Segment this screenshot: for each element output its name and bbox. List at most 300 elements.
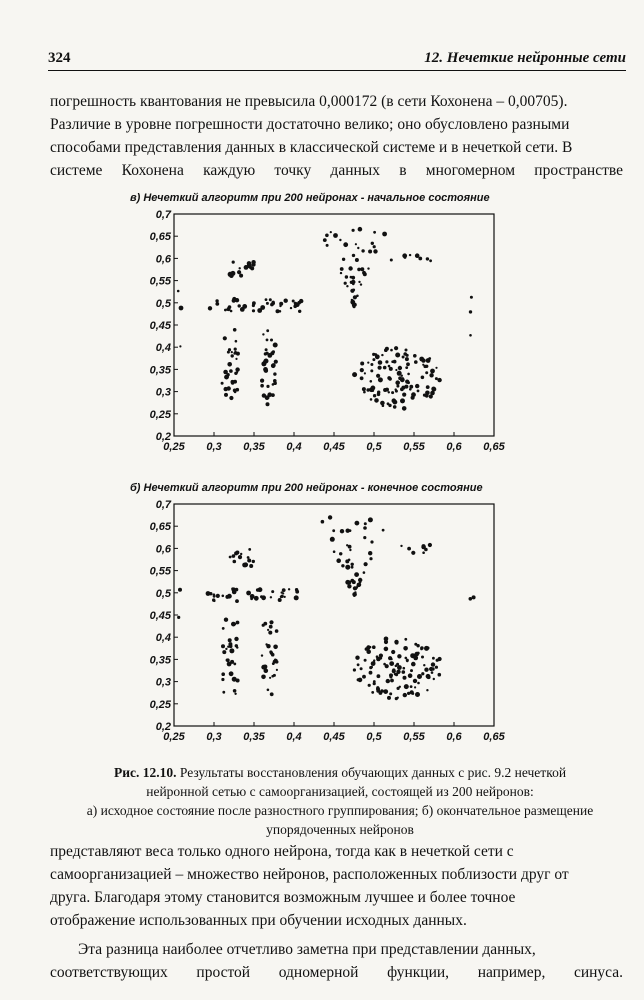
data-point xyxy=(284,299,288,303)
data-point xyxy=(415,692,420,697)
data-point xyxy=(417,652,420,655)
data-point xyxy=(270,692,274,696)
data-point xyxy=(413,656,418,661)
data-point xyxy=(397,665,402,670)
data-point xyxy=(276,309,280,313)
data-point xyxy=(395,641,399,645)
data-point xyxy=(242,563,247,568)
data-point xyxy=(405,366,408,369)
data-point xyxy=(254,596,259,601)
data-point xyxy=(212,598,215,601)
data-point xyxy=(351,566,354,569)
chapter-title: 12. Нечеткие нейронные сети xyxy=(424,50,626,66)
data-point xyxy=(392,669,396,673)
data-point xyxy=(270,596,272,598)
data-point xyxy=(232,261,235,264)
data-point xyxy=(273,645,278,650)
data-point xyxy=(411,551,415,555)
data-point xyxy=(390,679,394,683)
data-point xyxy=(178,588,182,592)
data-point xyxy=(235,358,237,360)
text-line: способами представления данных в классической системе и в нечеткой сети. В xyxy=(50,139,573,156)
x-tick-label: 0,6 xyxy=(446,731,462,743)
data-point xyxy=(355,243,357,245)
data-point xyxy=(343,242,348,247)
data-point xyxy=(376,655,379,658)
data-point xyxy=(373,231,376,234)
data-point xyxy=(392,398,397,403)
data-point xyxy=(431,667,435,671)
data-point xyxy=(417,674,422,679)
data-point xyxy=(409,385,413,389)
data-point xyxy=(387,696,391,700)
data-point xyxy=(364,522,367,525)
data-point xyxy=(435,666,438,669)
data-point xyxy=(269,298,272,301)
data-point xyxy=(230,310,233,313)
x-tick-label: 0,4 xyxy=(286,731,302,743)
data-point xyxy=(348,266,352,270)
data-point xyxy=(363,536,366,539)
caption-label: Рис. 12.10. xyxy=(113,765,177,780)
data-point xyxy=(388,377,392,381)
data-point xyxy=(224,393,228,397)
data-point xyxy=(422,544,426,548)
data-point xyxy=(221,644,225,648)
data-point xyxy=(406,362,410,366)
data-point xyxy=(386,679,390,683)
data-point xyxy=(298,310,301,313)
y-tick-label: 0,5 xyxy=(155,587,171,600)
data-point xyxy=(415,384,419,388)
data-point xyxy=(418,257,422,261)
data-point xyxy=(295,590,299,594)
y-tick-label: 0,7 xyxy=(155,209,171,221)
data-point xyxy=(431,671,434,674)
data-point xyxy=(339,239,341,241)
data-point xyxy=(379,654,383,658)
data-point xyxy=(370,666,373,669)
data-point xyxy=(373,394,376,397)
data-point xyxy=(371,242,374,245)
data-point xyxy=(236,371,238,373)
data-point xyxy=(426,358,431,363)
data-point xyxy=(374,353,377,356)
data-point xyxy=(222,595,225,598)
data-point xyxy=(420,646,424,650)
data-point xyxy=(250,594,255,599)
data-point xyxy=(272,383,275,386)
data-point xyxy=(423,664,425,666)
data-point xyxy=(229,273,234,278)
data-point xyxy=(348,545,352,549)
data-point xyxy=(347,580,351,584)
data-point xyxy=(368,551,372,555)
data-point xyxy=(437,378,441,382)
data-point xyxy=(390,259,393,262)
data-point xyxy=(409,254,411,256)
x-tick-label: 0,65 xyxy=(483,731,505,743)
data-point xyxy=(417,390,420,393)
data-point xyxy=(402,393,406,397)
data-point xyxy=(419,357,424,362)
data-point xyxy=(352,580,356,584)
data-point xyxy=(402,377,404,379)
data-point xyxy=(231,354,234,357)
data-point xyxy=(435,367,437,369)
data-point xyxy=(469,334,472,337)
data-point xyxy=(244,265,249,270)
data-point xyxy=(236,388,240,392)
data-point xyxy=(269,650,272,653)
data-point xyxy=(382,404,385,407)
running-header xyxy=(48,48,626,71)
data-point xyxy=(271,590,274,593)
data-point xyxy=(238,555,242,559)
data-point xyxy=(403,693,407,697)
data-point xyxy=(352,372,357,377)
data-point xyxy=(263,622,267,626)
data-point xyxy=(362,387,366,391)
data-point xyxy=(388,404,391,407)
data-point xyxy=(398,376,402,380)
data-point xyxy=(381,354,383,356)
chart-b xyxy=(140,498,520,752)
data-point xyxy=(234,348,237,351)
data-point xyxy=(227,351,230,354)
data-point xyxy=(269,620,273,624)
data-point xyxy=(258,587,263,592)
data-point xyxy=(438,673,442,677)
y-tick-label: 0,7 xyxy=(155,499,171,511)
data-point xyxy=(275,660,278,663)
x-tick-label: 0,25 xyxy=(163,731,185,743)
data-point xyxy=(353,595,355,597)
data-point xyxy=(230,660,234,664)
data-point xyxy=(279,305,281,307)
data-point xyxy=(231,381,235,385)
data-point xyxy=(266,385,269,388)
data-point xyxy=(177,290,180,293)
data-point xyxy=(409,388,412,391)
data-point xyxy=(358,281,360,283)
data-point xyxy=(340,529,344,533)
y-tick-label: 0,55 xyxy=(149,565,171,578)
y-tick-label: 0,4 xyxy=(155,632,171,645)
data-point xyxy=(408,673,413,678)
data-point xyxy=(352,304,355,307)
data-point xyxy=(347,584,351,588)
data-point xyxy=(411,662,416,667)
data-point xyxy=(407,381,410,384)
data-point xyxy=(421,376,425,380)
data-point xyxy=(402,356,405,359)
data-point xyxy=(234,637,238,641)
data-point xyxy=(413,354,417,358)
data-point xyxy=(383,388,387,392)
text-line: погрешность квантования не превысила 0,000172 (в сети Кохонена – 0,00705). xyxy=(50,93,568,110)
data-point xyxy=(425,394,429,398)
y-tick-label: 0,25 xyxy=(149,698,171,711)
data-point xyxy=(363,571,366,574)
data-point xyxy=(391,391,394,394)
data-point xyxy=(378,366,382,370)
data-point xyxy=(238,304,241,307)
data-point xyxy=(235,551,239,555)
data-point xyxy=(360,667,363,670)
data-point xyxy=(229,556,232,559)
data-point xyxy=(216,594,220,598)
data-point xyxy=(396,385,399,388)
x-tick-label: 0,55 xyxy=(403,731,425,743)
data-point xyxy=(407,547,411,551)
data-point xyxy=(368,517,373,522)
data-point xyxy=(231,351,233,353)
x-tick-label: 0,35 xyxy=(243,441,265,453)
data-point xyxy=(352,254,355,257)
data-point xyxy=(431,662,435,666)
data-point xyxy=(372,645,376,649)
data-point xyxy=(280,595,283,598)
data-point xyxy=(222,627,225,630)
data-point xyxy=(251,260,255,264)
data-point xyxy=(297,301,301,305)
data-point xyxy=(227,386,231,390)
data-point xyxy=(229,671,234,676)
data-point xyxy=(389,692,392,695)
data-point xyxy=(360,376,364,380)
data-point xyxy=(425,647,428,650)
x-tick-label: 0,3 xyxy=(206,731,222,743)
data-point xyxy=(395,665,398,668)
data-point xyxy=(339,552,342,555)
data-point xyxy=(406,659,409,662)
data-point xyxy=(272,350,275,353)
x-tick-label: 0,65 xyxy=(483,441,505,453)
data-point xyxy=(376,374,380,378)
data-point xyxy=(265,643,267,645)
data-point xyxy=(332,529,335,532)
data-point xyxy=(236,646,238,648)
data-point xyxy=(361,249,364,252)
data-point xyxy=(407,692,410,695)
data-point xyxy=(403,646,408,651)
data-point xyxy=(353,586,357,590)
data-point xyxy=(354,591,356,593)
data-point xyxy=(364,659,367,662)
data-point xyxy=(340,272,342,274)
text-line: отображение использованных при обучении исходных данных. xyxy=(50,912,467,929)
data-point xyxy=(260,379,264,383)
data-point xyxy=(321,520,325,524)
data-point xyxy=(355,258,359,262)
data-point xyxy=(272,662,275,665)
data-point xyxy=(403,667,406,670)
data-point xyxy=(270,339,273,342)
data-point xyxy=(469,310,472,313)
data-point xyxy=(355,656,359,660)
y-tick-label: 0,6 xyxy=(155,253,171,266)
data-point xyxy=(357,268,361,272)
data-point xyxy=(221,382,224,385)
data-point xyxy=(410,669,413,672)
data-point xyxy=(357,247,359,249)
data-point xyxy=(367,362,369,364)
data-point xyxy=(227,594,232,599)
data-point xyxy=(416,644,419,647)
data-point xyxy=(208,306,212,310)
data-point xyxy=(422,551,425,554)
data-point xyxy=(249,564,253,568)
data-point xyxy=(344,282,347,285)
data-point xyxy=(293,305,297,309)
data-point xyxy=(362,271,366,275)
y-tick-label: 0,65 xyxy=(149,521,171,534)
data-point xyxy=(426,385,430,389)
data-point xyxy=(358,678,363,683)
data-point xyxy=(229,648,234,653)
data-point xyxy=(346,285,348,287)
data-point xyxy=(379,691,383,695)
data-point xyxy=(400,545,402,547)
data-point xyxy=(395,369,397,371)
x-tick-label: 0,5 xyxy=(366,731,382,743)
data-point xyxy=(378,360,383,365)
text-line: друга. Благодаря этому становится возможным лучшее и более точное xyxy=(50,889,516,906)
data-point xyxy=(349,529,352,532)
data-point xyxy=(236,679,240,683)
data-point xyxy=(372,358,375,361)
data-point xyxy=(268,631,272,635)
caption-line: а) исходное состояние после разностного группирования; б) окончательное размещение xyxy=(86,803,594,818)
data-point xyxy=(367,645,370,648)
bottom-paragraph xyxy=(50,840,623,984)
data-point xyxy=(272,301,275,304)
data-point xyxy=(414,360,418,364)
data-point xyxy=(366,649,371,654)
data-point xyxy=(267,689,270,692)
data-point xyxy=(391,650,395,654)
figure-caption xyxy=(60,763,620,839)
data-point xyxy=(405,349,408,352)
data-point xyxy=(260,384,264,388)
data-point xyxy=(234,693,236,695)
page-number: 324 xyxy=(48,50,71,66)
data-point xyxy=(275,629,279,633)
data-point xyxy=(395,353,400,358)
data-point xyxy=(266,402,270,406)
chart-b-title: б) Нечеткий алгоритм при 200 нейронах - конечное состояние xyxy=(130,482,483,494)
data-point xyxy=(394,346,398,350)
data-point xyxy=(432,657,435,660)
data-point xyxy=(370,369,373,372)
data-point xyxy=(370,540,373,543)
data-point xyxy=(265,395,270,400)
data-point xyxy=(360,267,364,271)
data-point xyxy=(221,672,225,676)
data-point xyxy=(357,663,360,666)
data-point xyxy=(266,339,269,342)
data-point xyxy=(282,592,284,594)
y-tick-label: 0,6 xyxy=(155,543,171,556)
data-point xyxy=(389,367,393,371)
data-point xyxy=(351,300,354,303)
chart-a xyxy=(140,208,520,460)
text-line: Эта разница наиболее отчетливо заметна при представлении данных, xyxy=(78,941,536,958)
data-point xyxy=(224,618,228,622)
data-point xyxy=(269,625,273,629)
data-point xyxy=(373,245,376,248)
data-point xyxy=(383,689,388,694)
y-tick-label: 0,65 xyxy=(149,231,171,244)
data-point xyxy=(222,650,226,654)
data-point xyxy=(345,559,349,563)
data-point xyxy=(223,336,227,340)
data-point xyxy=(370,380,373,383)
y-tick-label: 0,45 xyxy=(149,320,171,332)
data-point xyxy=(422,673,424,675)
data-point xyxy=(426,689,428,691)
data-point xyxy=(234,391,237,394)
data-point xyxy=(389,661,394,666)
data-point xyxy=(403,676,407,680)
data-point xyxy=(429,373,433,377)
data-point xyxy=(247,556,250,559)
x-tick-label: 0,35 xyxy=(243,731,265,743)
data-point xyxy=(371,691,374,694)
data-point xyxy=(356,295,359,298)
data-point xyxy=(373,682,376,685)
data-point xyxy=(350,289,354,293)
data-point xyxy=(391,658,393,660)
data-point xyxy=(388,391,390,393)
data-point xyxy=(414,686,416,688)
chart-a-title: в) Нечеткий алгоритм при 200 нейронах - начальное состояние xyxy=(130,192,490,204)
y-tick-label: 0,3 xyxy=(155,386,171,399)
data-point xyxy=(326,244,329,247)
data-point xyxy=(234,623,236,625)
data-point xyxy=(404,638,407,641)
x-tick-label: 0,5 xyxy=(366,441,382,453)
text-line: Различие в уровне погрешности достаточно велико; оно обусловлено разными xyxy=(50,116,570,133)
data-point xyxy=(235,588,239,592)
y-tick-label: 0,45 xyxy=(149,610,171,622)
data-point xyxy=(389,676,392,679)
text-line: системе Кохонена каждую точку данных в многомерном пространстве xyxy=(50,162,623,179)
data-point xyxy=(402,406,407,411)
data-point xyxy=(385,360,388,363)
data-point xyxy=(284,596,286,598)
data-point xyxy=(422,364,424,366)
data-point xyxy=(272,363,276,367)
data-point xyxy=(328,515,332,519)
data-point xyxy=(364,562,368,566)
data-point xyxy=(369,557,372,560)
data-point xyxy=(345,275,348,278)
data-point xyxy=(393,405,397,409)
data-point xyxy=(399,686,401,688)
data-point xyxy=(278,598,282,602)
x-tick-label: 0,6 xyxy=(446,441,462,453)
data-point xyxy=(404,256,407,259)
data-point xyxy=(360,362,364,366)
y-tick-label: 0,2 xyxy=(155,721,171,733)
data-point xyxy=(351,276,355,280)
data-point xyxy=(233,689,237,693)
data-point xyxy=(228,638,232,642)
data-point xyxy=(351,563,354,566)
data-point xyxy=(383,663,386,666)
